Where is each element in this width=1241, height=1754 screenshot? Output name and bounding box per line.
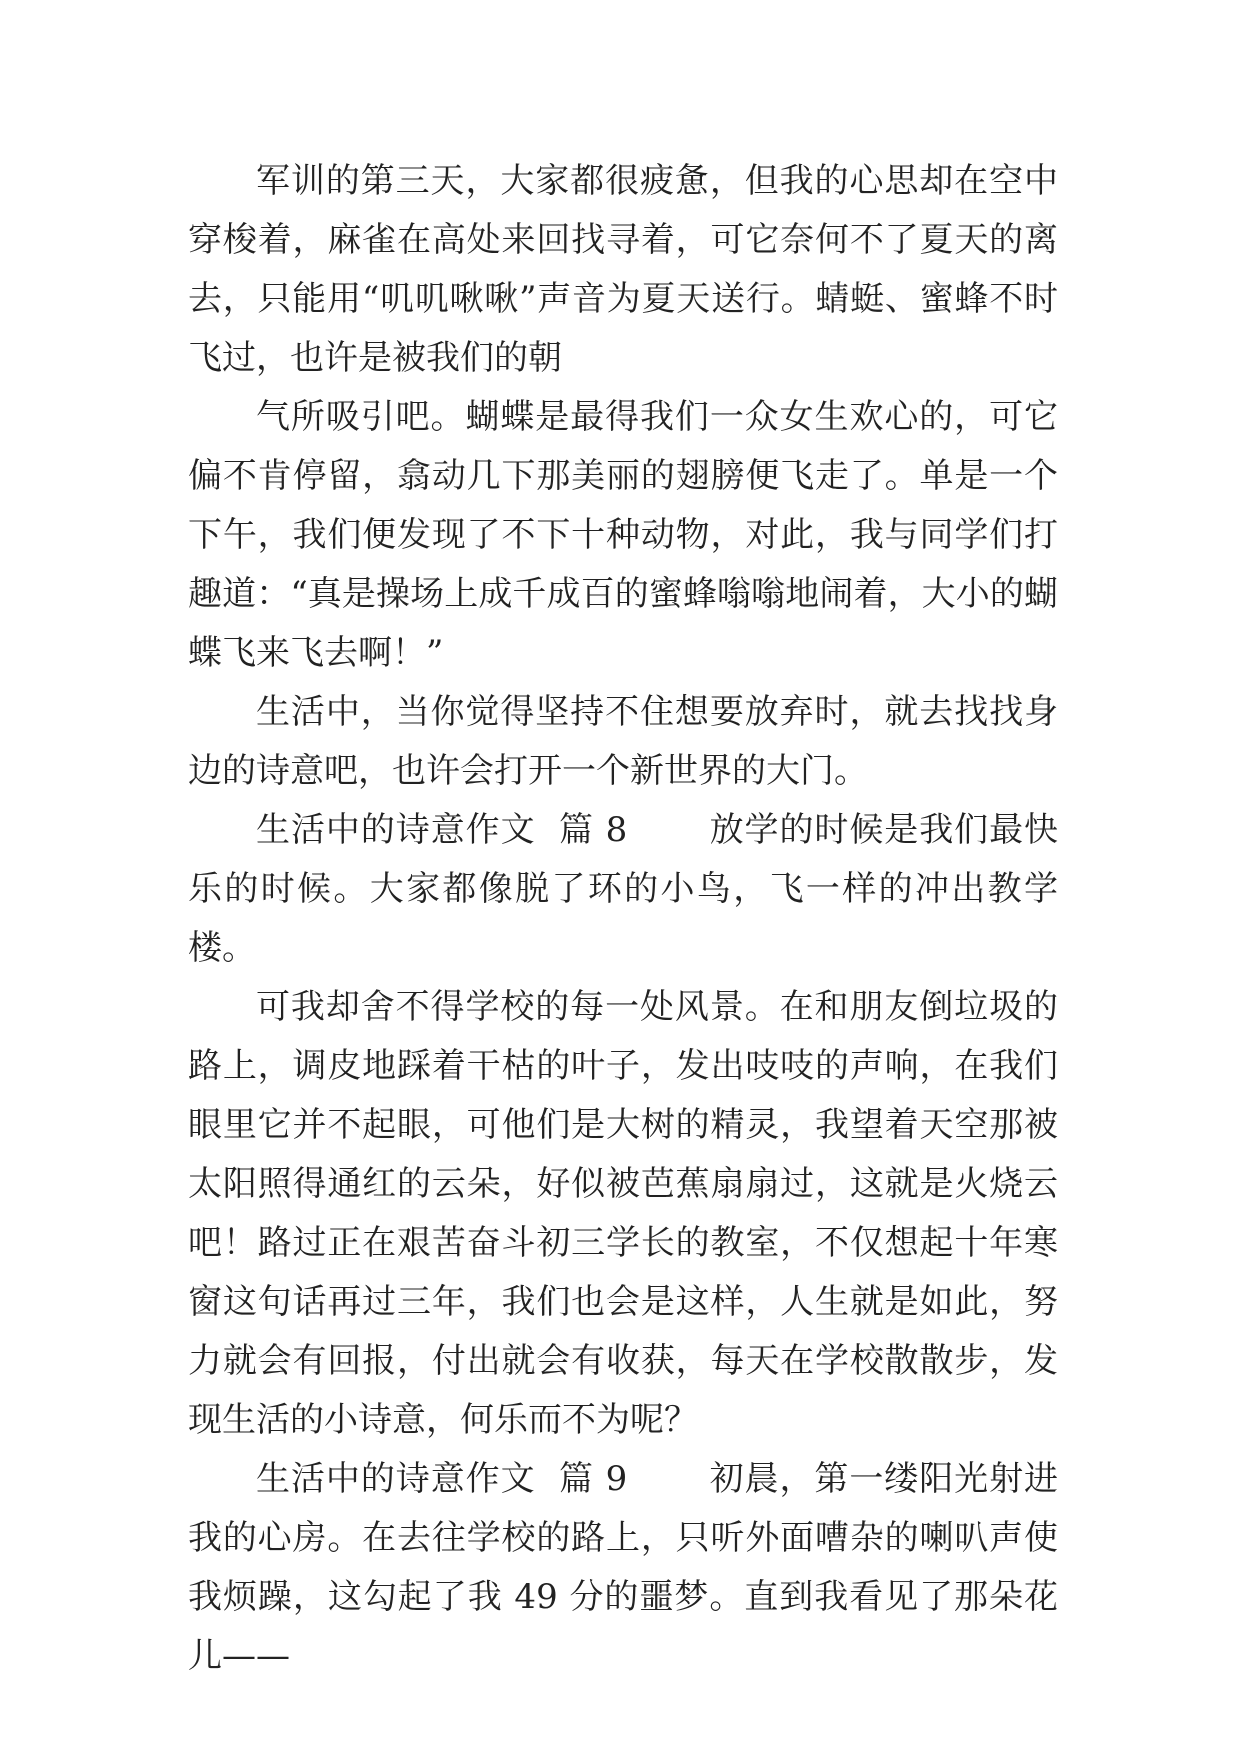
section-8-gap [627,810,709,850]
essay-body [188,152,1058,1686]
paragraph-military-training: 军训的第三天，大家都很疲惫，但我的心思却在空中穿梭着，麻雀在高处来回找寻着，可它奈何不了夏天的离去，只能用“叽叽啾啾”声音为夏天送行。蜻蜓、蜜蜂不时飞过，也许是被我们的朝 [188,161,1058,378]
paragraph-butterflies: 气所吸引吧。蝴蝶是最得我们一众女生欢心的，可它偏不肯停留，翕动几下那美丽的翅膀便飞走了。单是一个下午，我们便发现了不下十种动物，对此，我与同学们打趣道：“真是操场上成千成百的蜜蜂嗡嗡地闹着，大小的蝴蝶飞来飞去啊！” [188,397,1058,673]
section-8-text: 放学的时候是我们最快乐的时候。大家都像脱了环的小鸟，飞一样的冲出教学楼。 [188,810,1059,968]
section-9-text: 初晨，第一缕阳光射进我的心房。在去往学校的路上，只听外面嘈杂的喇叭声使我烦躁，这勾起了我 49 分的噩梦。直到我看见了那朵花儿—— [188,1459,1059,1676]
section-8-paragraph [188,801,1058,978]
section-9-gap [627,1459,709,1499]
section-9-heading: 生活中的诗意作文 篇 9 [256,1459,628,1499]
paragraph-poetry-of-life: 生活中，当你觉得坚持不住想要放弃时，就去找找身边的诗意吧，也许会打开一个新世界的大门。 [188,692,1058,791]
paragraph-school-scenery: 可我却舍不得学校的每一处风景。在和朋友倒垃圾的路上，调皮地踩着干枯的叶子，发出吱吱的声响，在我们眼里它并不起眼，可他们是大树的精灵，我望着天空那被太阳照得通红的云朵，好似被芭蕉扇扇过，这就是火烧云吧！路过正在艰苦奋斗初三学长的教室，不仅想起十年寒窗这句话再过三年，我们也会是这样，人生就是如此，努力就会有回报，付出就会有收获，每天在学校散散步，发现生活的小诗意，何乐而不为呢？ [188,987,1058,1440]
section-8-heading: 生活中的诗意作文 篇 8 [256,810,628,850]
section-9-paragraph [188,1450,1058,1686]
